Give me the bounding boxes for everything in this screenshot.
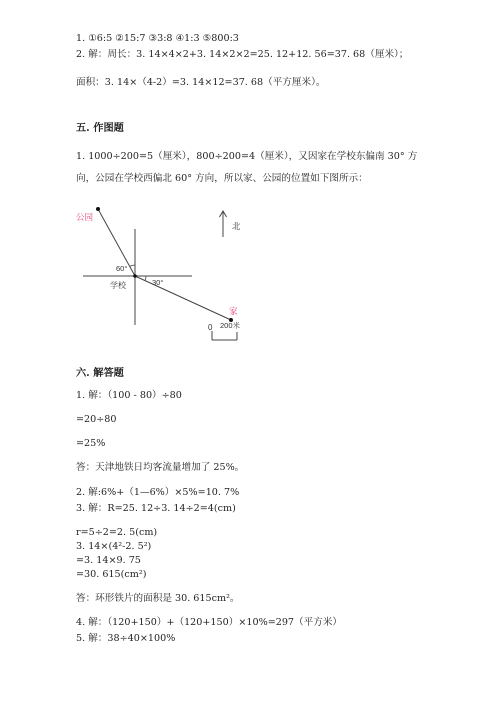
- answer-5-1-line1: 1. 1000÷200=5（厘米），800÷200=4（厘米），又因家在学校东偏南 30° 方: [76, 151, 418, 162]
- answer-6-line: 1. 解：（100 - 80）÷80: [76, 390, 182, 401]
- answer-6-line: 3. 解：R=25. 12÷3. 14÷2=4(cm): [76, 503, 236, 514]
- home-label: 家: [229, 306, 238, 316]
- answer-6-line: =30. 615(cm²): [76, 569, 147, 580]
- answer-4-1: 1. ①6:5 ②15:7 ③3:8 ④1:3 ⑤800:3: [76, 33, 239, 44]
- section-heading-drawing: 五. 作图题: [76, 122, 124, 134]
- answer-6-line: =3. 14×9. 75: [76, 555, 141, 566]
- answer-6-line: 3. 14×(4²-2. 5²): [76, 541, 152, 552]
- answer-6-line: r=5÷2=2. 5(cm): [76, 527, 158, 538]
- answer-6-line: 4. 解：（120+150）+（120+150）×10%=297（平方米）: [76, 617, 343, 628]
- answer-4-2: 2. 解：周长：3. 14×4×2+3. 14×2×2=25. 12+12. 56=37. 68（厘米）；: [76, 49, 409, 60]
- scale-distance-label: 200米: [220, 321, 241, 330]
- school-point: [133, 274, 137, 278]
- school-label: 学校: [110, 281, 126, 290]
- north-label: 北: [232, 221, 241, 231]
- angle-arc-east: [145, 276, 146, 281]
- answer-5-1-line2: 向，公园在学校西偏北 60° 方向，所以家、公园的位置如下图所示：: [76, 173, 368, 184]
- section-heading-solutions: 六. 解答题: [76, 367, 124, 379]
- answer-6-line: =25%: [76, 438, 106, 449]
- angle-60-label: 60°: [116, 264, 128, 273]
- answer-6-line: 答：环形铁片的面积是 30. 615cm²。: [76, 593, 240, 604]
- answer-6-line: 答：天津地铁日均客流量增加了 25%。: [76, 462, 245, 473]
- answer-4-2-area: 面积：3. 14×（4-2）=3. 14×12=37. 68（平方厘米）。: [76, 77, 326, 88]
- scale-zero-label: 0: [208, 323, 213, 332]
- home-direction-line: [135, 276, 231, 320]
- park-label: 公园: [76, 212, 94, 222]
- answer-6-line: 5. 解：38÷40×100%: [76, 633, 176, 644]
- answer-6-line: 2. 解:6%+（1—6%）×5%=10. 7%: [76, 487, 240, 498]
- angle-arc-west: [130, 265, 136, 267]
- answer-6-line: =20÷80: [76, 414, 117, 425]
- park-point: [96, 207, 100, 211]
- angle-30-label: 30°: [152, 278, 164, 287]
